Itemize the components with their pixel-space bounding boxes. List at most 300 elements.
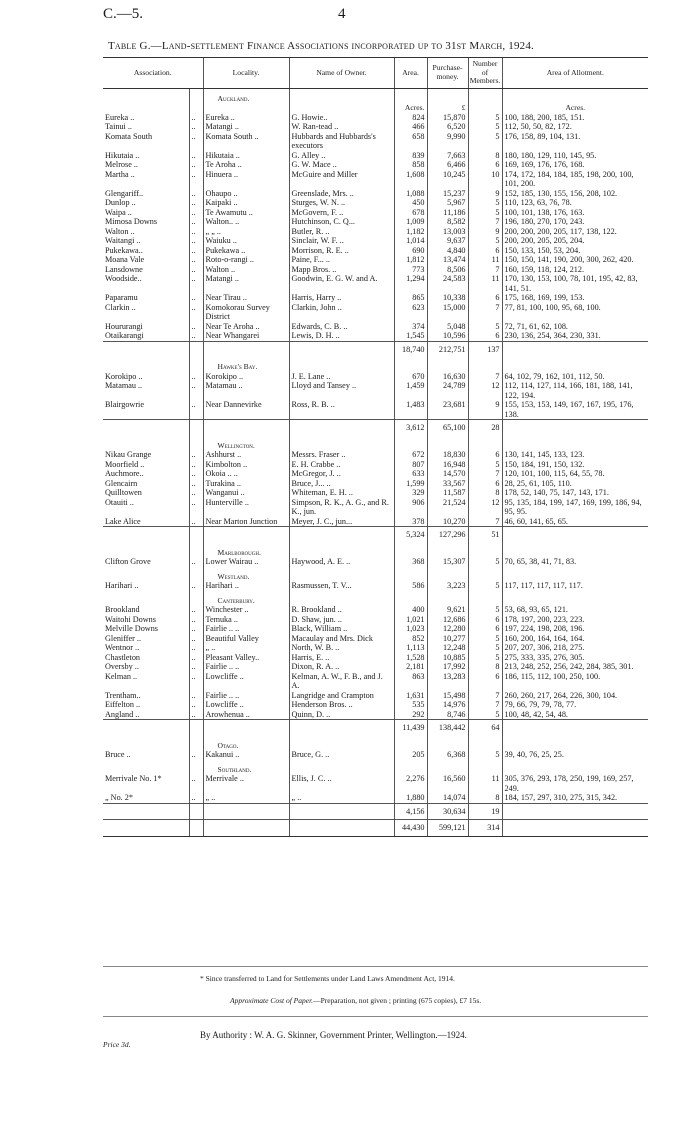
cell-allotment: 197, 224, 198, 208, 196. <box>502 624 648 634</box>
cell-dots: .. <box>189 615 203 625</box>
table-row <box>103 400 648 420</box>
cell-money: 8,746 <box>427 710 468 720</box>
grand-total-area: 44,430 <box>394 820 427 837</box>
district-cell <box>103 88 189 103</box>
cell-allotment: 28, 25, 61, 105, 110. <box>502 479 648 489</box>
cell-money: 33,567 <box>427 479 468 489</box>
cell-dots: .. <box>189 517 203 527</box>
district-cell <box>427 357 468 372</box>
table-row <box>103 372 648 382</box>
table-row <box>103 662 648 672</box>
table-title: Table G.—Land-settlement Finance Associations incorporated up to 31st March, 1924. <box>108 40 534 52</box>
cell-dots: .. <box>189 381 203 400</box>
cell-area: 1,528 <box>394 653 427 663</box>
cell-allotment: 117, 117, 117, 117, 117. <box>502 581 648 591</box>
table-row <box>103 672 648 691</box>
subtotal-cell <box>502 803 648 820</box>
cell-assoc: Harihari .. <box>105 581 139 590</box>
cell-allotment: 176, 158, 89, 104, 131. <box>502 132 648 151</box>
cell-owner: Ellis, J. C. .. <box>289 774 394 793</box>
subtotal-row <box>103 527 648 543</box>
cell-members: 8 <box>468 662 502 672</box>
cell-area: 1,294 <box>394 274 427 293</box>
district-cell <box>468 88 502 103</box>
cell-dots: .. <box>189 488 203 498</box>
table-row <box>103 293 648 303</box>
cell-assoc: Moana Vale <box>105 255 145 264</box>
cell-allotment: 175, 168, 169, 199, 153. <box>502 293 648 303</box>
cell-dots: .. <box>189 372 203 382</box>
table-row <box>103 700 648 710</box>
table-row <box>103 488 648 498</box>
table-row <box>103 113 648 123</box>
table-body <box>103 88 648 836</box>
cell-money: 9,621 <box>427 605 468 615</box>
cell-locality: Te Aroha .. <box>203 160 289 170</box>
cell-locality: Pukekawa .. <box>203 246 289 256</box>
cell-allotment: 112, 114, 127, 114, 166, 181, 188, 141, 122, 194. <box>502 381 648 400</box>
cell-area: 824 <box>394 113 427 123</box>
district-name: Hawke's Bay. <box>203 357 289 372</box>
cell-members: 5 <box>468 643 502 653</box>
cell-members: 11 <box>468 274 502 293</box>
subtotal-row <box>103 803 648 820</box>
table-row <box>103 265 648 275</box>
cell-area: 1,599 <box>394 479 427 489</box>
cell-area: 1,014 <box>394 236 427 246</box>
cell-allotment: 200, 200, 205, 205, 204. <box>502 236 648 246</box>
cell-owner: McGovern, F. .. <box>289 208 394 218</box>
subtotal-members: 28 <box>468 420 502 436</box>
subtotal-cell <box>189 527 203 543</box>
cell-members: 9 <box>468 189 502 199</box>
cell-owner: J. E. Lane .. <box>289 372 394 382</box>
district-cell <box>289 567 394 582</box>
cell-money: 12,280 <box>427 624 468 634</box>
cell-members: 5 <box>468 122 502 132</box>
cell-locality: Turakina .. <box>203 479 289 489</box>
table-row <box>103 469 648 479</box>
cell-assoc: Dunlop .. <box>105 198 136 207</box>
cell-allotment: 196, 180, 270, 170, 243. <box>502 217 648 227</box>
subtotal-cell <box>289 720 394 736</box>
cell-dots: .. <box>189 653 203 663</box>
table-row <box>103 605 648 615</box>
table-row <box>103 189 648 199</box>
cell-area: 400 <box>394 605 427 615</box>
cell-members: 10 <box>468 170 502 189</box>
cell-assoc: Melville Downs <box>105 624 158 633</box>
district-cell <box>427 760 468 775</box>
district-cell <box>289 760 394 775</box>
cell-area: 2,276 <box>394 774 427 793</box>
district-cell <box>189 357 203 372</box>
subtotal-members: 19 <box>468 803 502 820</box>
subtotal-cell <box>203 527 289 543</box>
cell-dots: .. <box>189 624 203 634</box>
cell-locality: Kaipaki .. <box>203 198 289 208</box>
units-cell <box>468 103 502 113</box>
cell-members: 5 <box>468 113 502 123</box>
cell-money: 12,686 <box>427 615 468 625</box>
district-cell <box>189 736 203 751</box>
cell-locality: Fairlie .. .. <box>203 624 289 634</box>
cell-owner: McGuire and Miller <box>289 170 394 189</box>
cell-allotment: 46, 60, 141, 65, 65. <box>502 517 648 527</box>
cell-members: 5 <box>468 322 502 332</box>
cell-locality: Kakanui .. <box>203 750 289 760</box>
cell-members: 8 <box>468 793 502 803</box>
authority-rule <box>103 1016 648 1017</box>
district-cell <box>468 436 502 451</box>
cell-area: 329 <box>394 488 427 498</box>
cell-allotment: 305, 376, 293, 178, 250, 199, 169, 257, 249. <box>502 774 648 793</box>
footer-rule <box>103 966 648 967</box>
subtotal-row <box>103 720 648 736</box>
cell-locality: Arowhenua .. <box>203 710 289 720</box>
cell-assoc: Matamau .. <box>105 381 143 390</box>
district-cell <box>502 436 648 451</box>
cell-dots: .. <box>189 605 203 615</box>
cell-dots: .. <box>189 236 203 246</box>
table-row <box>103 255 648 265</box>
table-row <box>103 274 648 293</box>
district-cell <box>189 436 203 451</box>
col-header-association: Association. <box>103 58 203 89</box>
cell-allotment: 77, 81, 100, 100, 95, 68, 100. <box>502 303 648 322</box>
cell-area: 672 <box>394 450 427 460</box>
cell-area: 378 <box>394 517 427 527</box>
cell-money: 5,967 <box>427 198 468 208</box>
subtotal-row <box>103 341 648 357</box>
subtotal-members: 137 <box>468 341 502 357</box>
cell-allotment: 186, 115, 112, 100, 250, 100. <box>502 672 648 691</box>
cell-allotment: 79, 66, 79, 79, 78, 77. <box>502 700 648 710</box>
district-name: Marlborough. <box>203 543 289 558</box>
table-row <box>103 691 648 701</box>
cell-area: 1,459 <box>394 381 427 400</box>
cell-area: 292 <box>394 710 427 720</box>
subtotal-money: 138,442 <box>427 720 468 736</box>
cell-money: 8,582 <box>427 217 468 227</box>
cell-money: 6,368 <box>427 750 468 760</box>
grand-total-cell <box>203 820 289 837</box>
cell-assoc: Paparamu <box>105 293 138 302</box>
cell-owner: Meyer, J. C., jun... <box>289 517 394 527</box>
cell-dots: .. <box>189 469 203 479</box>
cell-locality: Korokipo .. <box>203 372 289 382</box>
table-row <box>103 624 648 634</box>
cell-area: 690 <box>394 246 427 256</box>
cell-money: 15,498 <box>427 691 468 701</box>
cell-members: 6 <box>468 331 502 341</box>
district-cell <box>394 357 427 372</box>
district-cell <box>427 736 468 751</box>
cell-locality: Near Dannevirke <box>203 400 289 420</box>
cell-allotment: 100, 101, 138, 176, 163. <box>502 208 648 218</box>
cell-assoc: Nikau Grange <box>105 450 152 459</box>
cost-label: Approximate Cost of Paper. <box>230 996 314 1005</box>
district-cell <box>427 567 468 582</box>
cell-owner: E. H. Crabbe .. <box>289 460 394 470</box>
cell-assoc: Waitohi Downs <box>105 614 156 624</box>
col-header-owner: Name of Owner. <box>289 58 394 89</box>
cell-assoc: Kelman .. <box>105 671 138 681</box>
units-row <box>103 103 648 113</box>
cell-assoc: Clarkin .. <box>105 302 136 312</box>
cell-money: 13,003 <box>427 227 468 237</box>
subtotal-members: 64 <box>468 720 502 736</box>
cell-locality: Pleasant Valley.. <box>203 653 289 663</box>
cell-owner: Mapp Bros. .. <box>289 265 394 275</box>
cell-allotment: 130, 141, 145, 133, 123. <box>502 450 648 460</box>
cell-dots: .. <box>189 132 203 151</box>
cell-owner: W. Ran-tead .. <box>289 122 394 132</box>
cell-assoc: Merrivale No. 1* <box>105 774 162 783</box>
district-cell <box>103 543 189 558</box>
cell-allotment: 178, 52, 140, 75, 147, 143, 171. <box>502 488 648 498</box>
cell-area: 670 <box>394 372 427 382</box>
subtotal-money: 65,100 <box>427 420 468 436</box>
col-header-area: Area. <box>394 58 427 89</box>
district-cell <box>394 436 427 451</box>
cell-owner: Morrison, R. E. .. <box>289 246 394 256</box>
cell-area: 1,023 <box>394 624 427 634</box>
cell-money: 16,948 <box>427 460 468 470</box>
cell-locality: Matamau .. <box>203 381 289 400</box>
cell-assoc: Waipa .. <box>105 207 132 217</box>
cell-locality: „ .. <box>203 643 289 653</box>
cell-dots: .. <box>189 217 203 227</box>
table-row <box>103 774 648 793</box>
district-name: Otago. <box>203 736 289 751</box>
units-cell <box>189 103 203 113</box>
table-row <box>103 634 648 644</box>
district-cell <box>289 436 394 451</box>
cell-members: 11 <box>468 774 502 793</box>
cell-dots: .. <box>189 672 203 691</box>
cell-members: 9 <box>468 227 502 237</box>
cell-area: 1,812 <box>394 255 427 265</box>
table-row <box>103 303 648 322</box>
cell-allotment: 178, 197, 200, 223, 223. <box>502 615 648 625</box>
col-header-purchase-money: Purchase-money. <box>427 58 468 89</box>
cell-owner: Clarkin, John .. <box>289 303 394 322</box>
cell-money: 10,596 <box>427 331 468 341</box>
cell-area: 906 <box>394 498 427 517</box>
district-heading-row <box>103 543 648 558</box>
cell-money: 13,474 <box>427 255 468 265</box>
cell-area: 1,182 <box>394 227 427 237</box>
cell-owner: Butler, R. .. <box>289 227 394 237</box>
cell-members: 6 <box>468 293 502 303</box>
cell-area: 658 <box>394 132 427 151</box>
cell-area: 1,021 <box>394 615 427 625</box>
cell-assoc: Hoururangi <box>105 321 143 331</box>
cell-members: 7 <box>468 517 502 527</box>
grand-total-cell <box>502 820 648 837</box>
cell-locality: Kimbolton .. <box>203 460 289 470</box>
district-cell <box>427 436 468 451</box>
cell-members: 7 <box>468 372 502 382</box>
subtotal-area: 4,156 <box>394 803 427 820</box>
subtotal-money: 30,634 <box>427 803 468 820</box>
cell-assoc: Bruce .. <box>105 750 131 759</box>
cell-dots: .. <box>189 246 203 256</box>
cell-dots: .. <box>189 691 203 701</box>
cell-allotment: 169, 169, 176, 176, 168. <box>502 160 648 170</box>
table-row <box>103 322 648 332</box>
subtotal-area: 11,439 <box>394 720 427 736</box>
cell-allotment: 170, 130, 153, 100, 78, 101, 195, 42, 83, 141, 51. <box>502 274 648 293</box>
district-cell <box>502 543 648 558</box>
subtotal-cell <box>189 341 203 357</box>
subtotal-cell <box>289 803 394 820</box>
table-row <box>103 160 648 170</box>
district-cell <box>189 567 203 582</box>
subtotal-cell <box>103 720 189 736</box>
cell-money: 4,840 <box>427 246 468 256</box>
district-cell <box>289 88 394 103</box>
cell-area: 1,608 <box>394 170 427 189</box>
settlement-table <box>103 57 648 837</box>
cell-assoc: Chastleton <box>105 652 141 662</box>
cell-allotment: 110, 123, 63, 76, 78. <box>502 198 648 208</box>
cell-owner: Sturges, W. N. .. <box>289 198 394 208</box>
cell-money: 10,270 <box>427 517 468 527</box>
cell-locality: Near Te Aroha .. <box>203 322 289 332</box>
cell-members: 8 <box>468 488 502 498</box>
cell-allotment: 275, 333, 335, 276, 305. <box>502 653 648 663</box>
district-name: Canterbury. <box>203 591 289 606</box>
district-name: Auckland. <box>203 88 289 103</box>
cell-owner: Harris, E. .. <box>289 653 394 663</box>
cell-dots: .. <box>189 198 203 208</box>
cell-locality: Near Marton Junction <box>203 517 289 527</box>
cell-area: 205 <box>394 750 427 760</box>
cell-dots: .. <box>189 151 203 161</box>
cell-dots: .. <box>189 634 203 644</box>
cell-money: 13,283 <box>427 672 468 691</box>
cell-dots: .. <box>189 208 203 218</box>
cell-allotment: 180, 180, 129, 110, 145, 95. <box>502 151 648 161</box>
cell-locality: Beautiful Valley <box>203 634 289 644</box>
cell-money: 18,830 <box>427 450 468 460</box>
cell-money: 23,681 <box>427 400 468 420</box>
subtotal-members: 51 <box>468 527 502 543</box>
subtotal-area: 18,740 <box>394 341 427 357</box>
grand-total-money: 599,121 <box>427 820 468 837</box>
cell-dots: .. <box>189 293 203 303</box>
cell-money: 3,223 <box>427 581 468 591</box>
cell-assoc: Otaikarangi <box>105 331 144 340</box>
cell-assoc: Clifton Grove <box>105 557 151 566</box>
cell-dots: .. <box>189 750 203 760</box>
cell-members: 7 <box>468 265 502 275</box>
cell-members: 8 <box>468 151 502 161</box>
subtotal-money: 212,751 <box>427 341 468 357</box>
subtotal-cell <box>289 420 394 436</box>
district-cell <box>103 357 189 372</box>
cell-members: 5 <box>468 198 502 208</box>
district-cell <box>468 591 502 606</box>
cell-members: 6 <box>468 615 502 625</box>
col-header-allotment: Area of Allotment. <box>502 58 648 89</box>
cell-members: 6 <box>468 672 502 691</box>
cell-owner: Ross, R. B. .. <box>289 400 394 420</box>
cell-locality: Harihari .. <box>203 581 289 591</box>
cell-allotment: 150, 133, 150, 53, 204. <box>502 246 648 256</box>
cell-allotment: 213, 248, 252, 256, 242, 284, 385, 301. <box>502 662 648 672</box>
cell-members: 7 <box>468 217 502 227</box>
cell-members: 12 <box>468 381 502 400</box>
cell-area: 839 <box>394 151 427 161</box>
table-row <box>103 615 648 625</box>
cell-assoc: Angland .. <box>105 709 140 719</box>
cell-owner: R. Brookland .. <box>289 605 394 615</box>
cell-assoc: Woodside.. <box>105 274 142 283</box>
subtotal-cell <box>203 803 289 820</box>
cell-money: 11,186 <box>427 208 468 218</box>
cell-locality: Merrivale .. <box>203 774 289 793</box>
cell-locality: Ohaupo .. <box>203 189 289 199</box>
district-cell <box>502 357 648 372</box>
cell-locality: Lower Wairau .. <box>203 557 289 567</box>
cell-locality: Wanganui .. <box>203 488 289 498</box>
cell-money: 14,074 <box>427 793 468 803</box>
cell-area: 1,113 <box>394 643 427 653</box>
table-header-row <box>103 58 648 89</box>
cell-dots: .. <box>189 700 203 710</box>
cell-owner: McGregor, J. .. <box>289 469 394 479</box>
table-row <box>103 653 648 663</box>
cell-dots: .. <box>189 450 203 460</box>
district-cell <box>394 591 427 606</box>
cell-allotment: 160, 159, 118, 124, 212. <box>502 265 648 275</box>
units-cell <box>103 103 189 113</box>
grand-total-cell <box>189 820 203 837</box>
cell-members: 5 <box>468 750 502 760</box>
district-cell <box>289 543 394 558</box>
cell-assoc: Waitangi .. <box>105 236 141 245</box>
cell-money: 9,990 <box>427 132 468 151</box>
cell-allotment: 100, 188, 200, 185, 151. <box>502 113 648 123</box>
cell-area: 1,631 <box>394 691 427 701</box>
cell-owner: G. Howie.. <box>289 113 394 123</box>
table-row <box>103 450 648 460</box>
table-row <box>103 208 648 218</box>
subtotal-cell <box>103 341 189 357</box>
subtotal-money: 127,296 <box>427 527 468 543</box>
cell-dots: .. <box>189 331 203 341</box>
cell-assoc: Lake Alice <box>105 516 141 526</box>
cell-allotment: 150, 150, 141, 190, 200, 300, 262, 420. <box>502 255 648 265</box>
cell-owner: Black, William .. <box>289 624 394 634</box>
cell-owner: D. Shaw, jun. .. <box>289 615 394 625</box>
document-reference: C.—5. <box>103 6 144 22</box>
subtotal-cell <box>189 803 203 820</box>
cell-money: 11,587 <box>427 488 468 498</box>
cell-locality: Okoia .. .. <box>203 469 289 479</box>
cell-money: 16,630 <box>427 372 468 382</box>
units-area: Acres. <box>394 103 427 113</box>
cell-owner: Simpson, R. K., A. G., and R. K., jun. <box>289 498 394 517</box>
subtotal-cell <box>289 341 394 357</box>
cell-allotment: 184, 157, 297, 310, 275, 315, 342. <box>502 793 648 803</box>
cell-assoc: Eureka .. <box>105 112 135 122</box>
district-cell <box>502 736 648 751</box>
cell-area: 1,545 <box>394 331 427 341</box>
